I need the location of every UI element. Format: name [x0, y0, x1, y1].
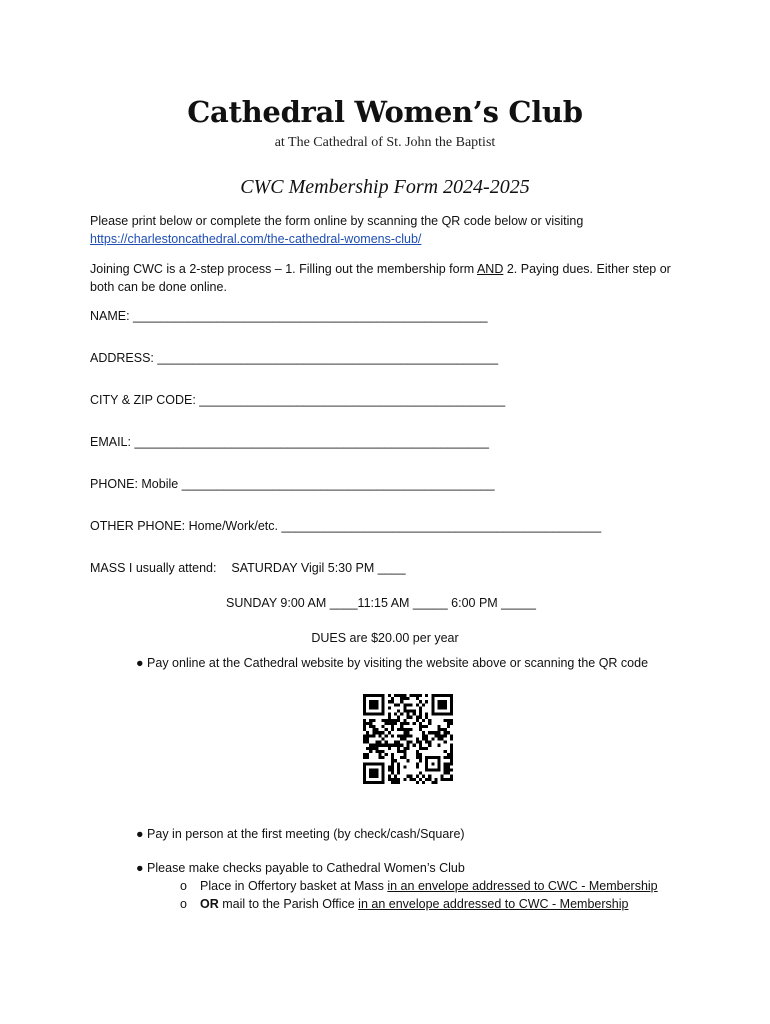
- mobile-phone-field[interactable]: PHONE: Mobile _____________________________________________: [90, 477, 495, 491]
- bullet-icon: ●: [136, 861, 144, 875]
- pay-in-person-text: Pay in person at the first meeting (by check/cash/Square): [147, 827, 465, 841]
- joining-text-line2: both can be done online.: [90, 280, 227, 294]
- page-title: Cathedral Women’s Club: [187, 95, 583, 129]
- joining-text-part2: 2. Paying dues. Either step or: [503, 262, 671, 276]
- offertory-text: Place in Offertory basket at Mass: [200, 879, 388, 893]
- offertory-envelope-text: in an envelope addressed to CWC - Membership: [387, 879, 658, 893]
- qr-code-icon[interactable]: [363, 694, 453, 784]
- offertory-option: [180, 879, 658, 893]
- form-title: CWC Membership Form 2024-2025: [240, 176, 530, 198]
- mass-sunday-options[interactable]: SUNDAY 9:00 AM ____11:15 AM _____ 6:00 PM _____: [226, 596, 536, 610]
- mail-option: [180, 897, 628, 911]
- checks-item: [136, 861, 465, 875]
- city-zip-field[interactable]: CITY & ZIP CODE: ____________________________________________: [90, 393, 506, 407]
- page-subtitle: at The Cathedral of St. John the Baptist: [274, 135, 496, 150]
- mass-row: [90, 561, 406, 575]
- mail-or-text: OR: [200, 897, 219, 911]
- joining-text-part1: Joining CWC is a 2-step process – 1. Filling out the membership form: [90, 262, 477, 276]
- intro-text: Please print below or complete the form online by scanning the QR code below or visiting: [90, 214, 584, 228]
- bullet-icon: ●: [136, 827, 144, 841]
- dues-text: DUES are $20.00 per year: [311, 631, 459, 645]
- joining-paragraph: [90, 260, 690, 296]
- mass-saturday-option[interactable]: SATURDAY Vigil 5:30 PM ____: [231, 561, 406, 575]
- pay-in-person-item: [136, 827, 465, 841]
- email-field[interactable]: EMAIL: ___________________________________________________: [90, 435, 490, 449]
- other-phone-field[interactable]: OTHER PHONE: Home/Work/etc. ______________________________________________: [90, 519, 602, 533]
- pay-online-text: Pay online at the Cathedral website by visiting the website above or scanning the QR code: [147, 656, 649, 670]
- address-field[interactable]: ADDRESS: _________________________________________________: [90, 351, 499, 365]
- mass-label: MASS I usually attend:: [90, 561, 217, 575]
- name-field[interactable]: NAME: ___________________________________________________: [90, 309, 488, 323]
- mail-envelope-text: in an envelope addressed to CWC - Membership: [358, 897, 629, 911]
- checks-text: Please make checks payable to Cathedral Women’s Club: [147, 861, 465, 875]
- pay-online-item: [136, 656, 648, 670]
- club-website-link[interactable]: https://charlestoncathedral.com/the-cathedral-womens-club/: [90, 232, 422, 246]
- bullet-icon: ●: [136, 656, 144, 670]
- circle-bullet-icon: o: [180, 879, 187, 893]
- intro-paragraph: [90, 212, 690, 248]
- joining-and: AND: [476, 262, 504, 276]
- mail-text: mail to the Parish Office: [218, 897, 359, 911]
- circle-bullet-icon: o: [180, 897, 187, 911]
